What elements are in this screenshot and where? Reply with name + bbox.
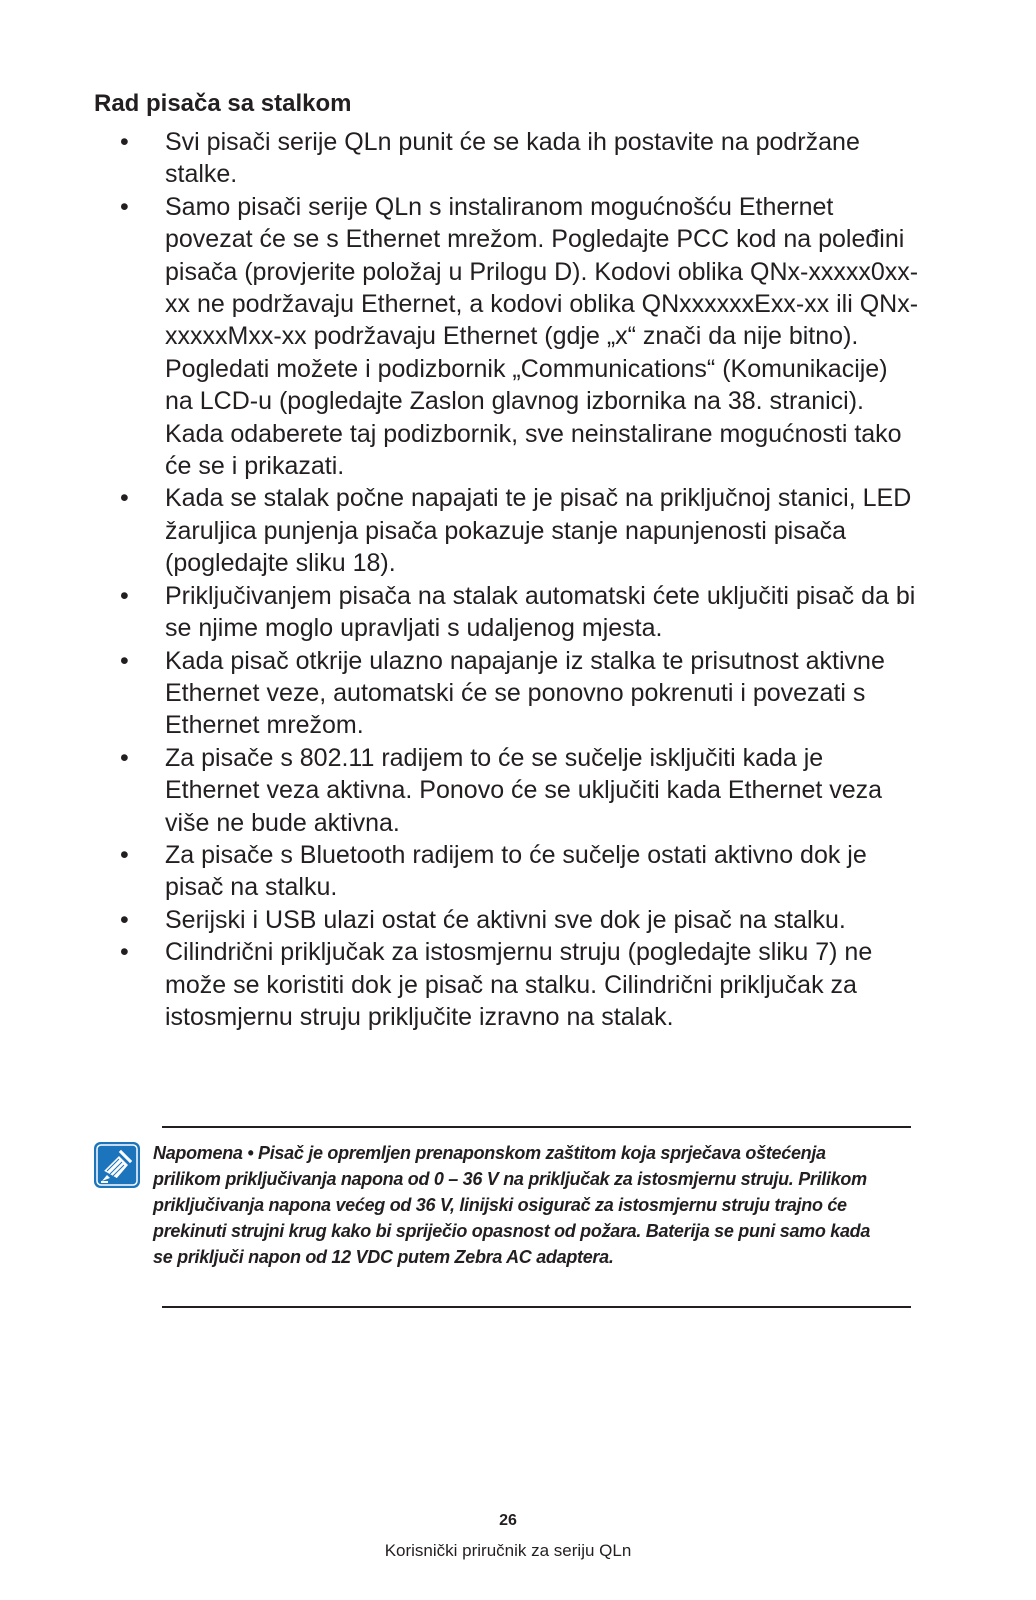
bullet-item xyxy=(120,482,920,579)
note-text: Napomena • Pisač je opremljen prenaponskom zaštitom koja sprječava oštećenja prilikom priključivanja napona od 0 – 36 V na priključak za istosmjernu struju. Prilikom priključivanja napona većeg od 36 V, linijski osigurač za istosmjernu struju trajno će prekinuti strujni krug kako bi spriječio opasnost od požara. Baterija se puni samo kada se priključi napon od 12 VDC putem Zebra AC adaptera. xyxy=(153,1143,871,1267)
page-number: 26 xyxy=(499,1512,517,1529)
bullet-mark: • xyxy=(120,905,129,934)
bullet-text: Priključivanjem pisača na stalak automatski ćete uključiti pisač da bi se njime moglo upravljati s udaljenog mjesta. xyxy=(165,581,916,643)
footer-title: Korisnički priručnik za seriju QLn xyxy=(384,1541,632,1560)
bullet-text: Kada pisač otkrije ulazno napajanje iz stalka te prisutnost aktivne Ethernet veze, automatski će se ponovno pokrenuti i povezati s Ethernet mrežom. xyxy=(165,646,885,740)
bullet-item xyxy=(120,580,920,645)
bullet-item xyxy=(120,742,920,839)
bullet-mark: • xyxy=(120,192,129,221)
bullet-text: Svi pisači serije QLn punit će se kada ih postavite na podržane stalke. xyxy=(165,128,860,189)
bullet-mark: • xyxy=(120,743,129,772)
bullet-item xyxy=(120,904,920,936)
bullet-mark: • xyxy=(120,938,129,967)
bullet-text: Serijski i USB ulazi ostat će aktivni sve dok je pisač na stalku. xyxy=(165,905,846,934)
bullet-item xyxy=(120,645,920,742)
section-heading: Rad pisača sa stalkom xyxy=(94,90,352,117)
bullet-mark: • xyxy=(120,581,129,610)
note-top-rule xyxy=(162,1126,911,1128)
bullet-text: Samo pisači serije QLn s instaliranom mogućnošću Ethernet povezat će se s Ethernet mrežom. Pogledajte PCC kod na poleđini pisača (provjerite položaj u Prilogu D). Kodovi oblika QNx-xxxxx0xx-xx ne podržavaju Ethernet, a kodovi oblika QNxxxxxxExx-xx ili QNx-xxxxxMxx-xx podržavaju Ethernet (gdje „x“ znači da nije bitno). Pogledati možete i podizbornik „Communications“ (Komunikacije) na LCD-u (pogledajte Zaslon glavnog izbornika na 38. stranici). Kada odaberete taj podizbornik, sve neinstalirane mogućnosti tako će se i prikazati. xyxy=(165,192,919,481)
bullet-item xyxy=(120,936,920,1033)
bullet-mark: • xyxy=(120,646,129,675)
bullet-mark: • xyxy=(120,484,129,513)
bullet-list xyxy=(120,126,920,1033)
bullet-item xyxy=(120,126,920,191)
bullet-item xyxy=(120,839,920,904)
bullet-text: Kada se stalak počne napajati te je pisač na priključnoj stanici, LED žaruljica punjenja pisača pokazuje stanje napunjenosti pisača (pogledajte sliku 18). xyxy=(165,484,912,578)
bullet-mark: • xyxy=(120,128,129,156)
note-bottom-rule xyxy=(162,1306,911,1308)
bullet-text: Cilindrični priključak za istosmjernu struju (pogledajte sliku 7) ne može se koristiti dok je pisač na stalku. Cilindrični priključak za istosmjernu struju priključite izravno na stalak. xyxy=(165,938,873,1031)
bullet-item xyxy=(120,191,920,483)
bullet-mark: • xyxy=(120,840,129,869)
bullet-text: Za pisače s Bluetooth radijem to će sučelje ostati aktivno dok je pisač na stalku. xyxy=(165,840,867,902)
bullet-text: Za pisače s 802.11 radijem to će se sučelje isključiti kada je Ethernet veza aktivna. Ponovo će se uključiti kada Ethernet veza više ne bude aktivna. xyxy=(165,743,883,837)
note-icon xyxy=(93,1141,141,1189)
